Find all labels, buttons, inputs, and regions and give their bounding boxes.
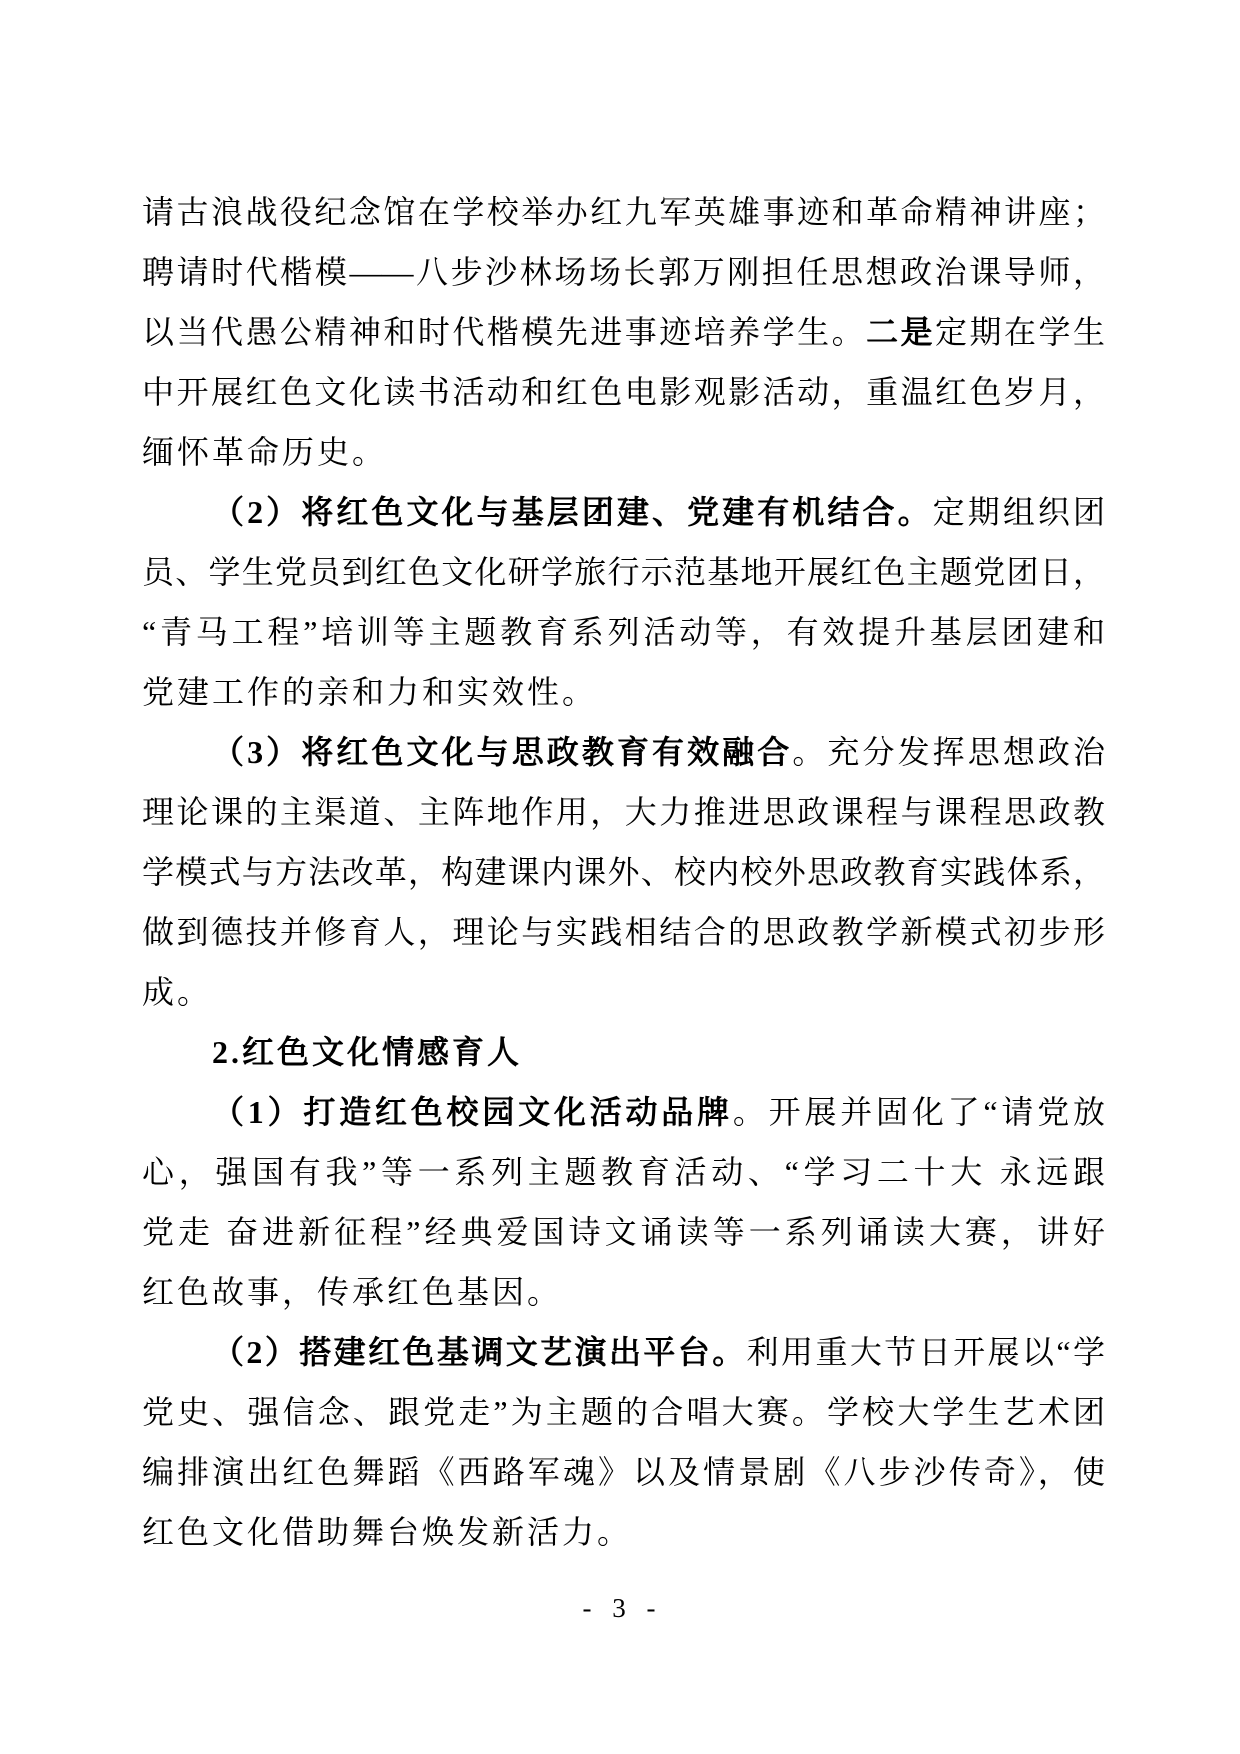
text-segment: 成。 xyxy=(142,974,213,1010)
text-segment: 红色文化借助舞台焕发新活力。 xyxy=(142,1514,633,1550)
text-line xyxy=(142,302,1105,362)
text-line xyxy=(142,1022,1105,1082)
text-line xyxy=(142,1082,1105,1142)
document-body xyxy=(142,182,1105,1562)
text-segment: 做到德技并修育人，理论与实践相结合的思政教学新模式初步形 xyxy=(142,914,1105,950)
text-segment: 请古浪战役纪念馆在学校举办红九军英雄事迹和革命精神讲座； xyxy=(142,194,1105,230)
text-line xyxy=(142,782,1105,842)
text-segment: 定期在学生 xyxy=(935,314,1105,350)
text-line xyxy=(142,662,1105,722)
text-line xyxy=(142,1262,1105,1322)
text-line xyxy=(142,242,1105,302)
text-line xyxy=(142,842,1105,902)
text-segment: 学模式与方法改革，构建课内课外、校内校外思政教育实践体系， xyxy=(142,854,1105,890)
text-segment: 聘请时代楷模——八步沙林场场长郭万刚担任思想政治课导师， xyxy=(142,254,1105,290)
text-line xyxy=(142,1442,1105,1502)
text-segment: 员、学生党员到红色文化研学旅行示范基地开展红色主题党团日， xyxy=(142,554,1105,590)
text-line xyxy=(142,542,1105,602)
text-line xyxy=(142,722,1105,782)
text-segment-bold: 二是 xyxy=(866,314,936,350)
text-segment: 中开展红色文化读书活动和红色电影观影活动，重温红色岁月， xyxy=(142,374,1105,410)
text-line xyxy=(142,602,1105,662)
text-line xyxy=(142,362,1105,422)
text-line xyxy=(142,422,1105,482)
text-segment-bold: （2）将红色文化与基层团建、党建有机结合。 xyxy=(212,494,933,530)
text-segment: 编排演出红色舞蹈《西路军魂》以及情景剧《八步沙传奇》，使 xyxy=(142,1454,1105,1490)
text-segment: 党建工作的亲和力和实效性。 xyxy=(142,674,598,710)
text-segment-bold: （1）打造红色校园文化活动品牌 xyxy=(212,1094,733,1130)
text-segment: 红色故事，传承红色基因。 xyxy=(142,1274,563,1310)
text-line xyxy=(142,182,1105,242)
text-segment-bold: （2）搭建红色基调文艺演出平台。 xyxy=(212,1334,747,1370)
text-line xyxy=(142,1142,1105,1202)
text-segment: 定期组织团 xyxy=(932,494,1105,530)
text-line xyxy=(142,1202,1105,1262)
text-line xyxy=(142,902,1105,962)
text-line xyxy=(142,482,1105,542)
text-segment: 。充分发挥思想政治 xyxy=(792,734,1105,770)
text-segment: 。开展并固化了“请党放 xyxy=(732,1094,1105,1130)
text-segment: 党走 奋进新征程”经典爱国诗文诵读等一系列诵读大赛，讲好 xyxy=(142,1214,1105,1250)
text-segment: 党史、强信念、跟党走”为主题的合唱大赛。学校大学生艺术团 xyxy=(142,1394,1105,1430)
text-line xyxy=(142,1322,1105,1382)
text-segment-bold: （3）将红色文化与思政教育有效融合 xyxy=(212,734,793,770)
text-segment: 理论课的主渠道、主阵地作用，大力推进思政课程与课程思政教 xyxy=(142,794,1105,830)
text-line xyxy=(142,962,1105,1022)
text-segment: 心，强国有我”等一系列主题教育活动、“学习二十大 永远跟 xyxy=(142,1154,1105,1190)
text-line xyxy=(142,1502,1105,1562)
text-segment: “青马工程”培训等主题教育系列活动等，有效提升基层团建和 xyxy=(142,614,1105,650)
page-number: - 3 - xyxy=(582,1593,658,1623)
text-segment-bold: 2.红色文化情感育人 xyxy=(212,1034,523,1070)
text-line xyxy=(142,1382,1105,1442)
text-segment: 缅怀革命历史。 xyxy=(142,434,388,470)
text-segment: 以当代愚公精神和时代楷模先进事迹培养学生。 xyxy=(142,314,867,350)
text-segment: 利用重大节日开展以“学 xyxy=(746,1334,1105,1370)
